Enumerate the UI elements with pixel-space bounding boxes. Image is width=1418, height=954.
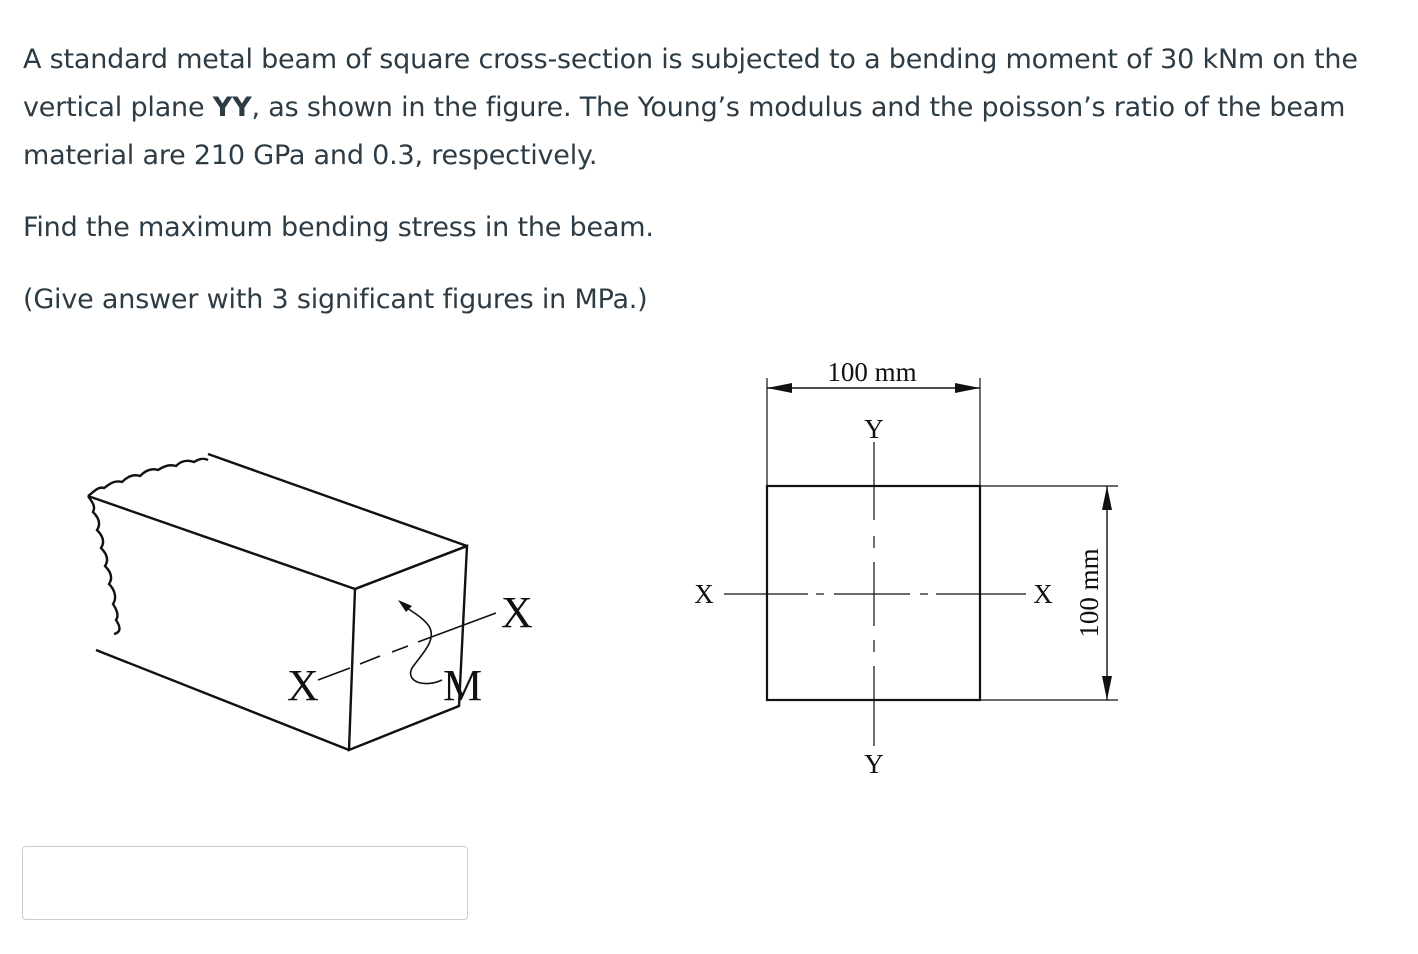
section-x-label-right: X bbox=[1033, 579, 1053, 609]
answer-input[interactable] bbox=[22, 846, 468, 920]
beam-isometric-drawing bbox=[88, 454, 467, 750]
height-dimension-label: 100 mm bbox=[1074, 548, 1104, 638]
cross-section-drawing bbox=[724, 378, 1118, 746]
beam-top-back-edge bbox=[208, 454, 467, 546]
beam-figure-svg bbox=[0, 340, 1418, 800]
plane-label-bold: YY bbox=[212, 92, 252, 123]
beam-front-face bbox=[349, 546, 467, 750]
question-text-part-1: A standard metal beam of square cross-section is subjected to a bending moment of 30 kNm on the vertical plane bbox=[23, 44, 1358, 123]
section-y-label-top: Y bbox=[864, 414, 884, 444]
question-paragraph-3: (Give answer with 3 significant figures in MPa.) bbox=[23, 284, 648, 315]
beam-top-face bbox=[88, 496, 467, 589]
moment-label: M bbox=[443, 661, 483, 710]
beam-broken-end-side bbox=[88, 496, 120, 634]
question-text bbox=[23, 36, 1393, 324]
beam-figure bbox=[0, 340, 1418, 800]
beam-x-label-right: X bbox=[501, 588, 533, 637]
width-dimension-label: 100 mm bbox=[827, 357, 917, 387]
section-y-label-bottom: Y bbox=[864, 749, 884, 779]
question-text-part-2: , as shown in the figure. The Young’s modulus and the poisson’s ratio of the beam material are 210 GPa and 0.3, respectively. bbox=[23, 92, 1346, 171]
section-x-label-left: X bbox=[694, 579, 714, 609]
dimension-arrowheads bbox=[767, 383, 1112, 700]
question-paragraph-2: Find the maximum bending stress in the beam. bbox=[23, 212, 654, 243]
question-paragraph-1 bbox=[23, 36, 1393, 180]
beam-x-label-left: X bbox=[287, 661, 319, 710]
beam-broken-end-top bbox=[88, 459, 208, 496]
moment-arrow bbox=[404, 606, 442, 684]
